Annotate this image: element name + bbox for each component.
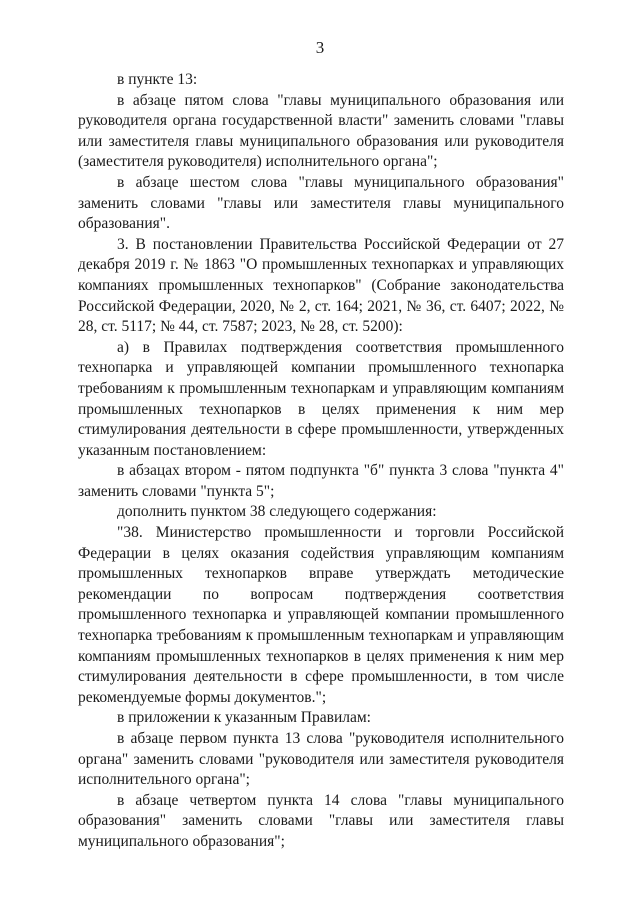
paragraph: в абзацах втором - пятом подпункта "б" пункта 3 слова "пункта 4" заменить словами "пункта 5"; xyxy=(78,462,564,500)
paragraph: в абзаце шестом слова "главы муниципального образования" заменить словами "главы или заместителя главы муниципального образования". xyxy=(78,173,564,233)
paragraph: а) в Правилах подтверждения соответствия промышленного технопарка и управляющей компании промышленного технопарка требованиям к промышленным технопаркам и управляющим компаниям промышленных технопарков в целях применения к ним мер стимулирования деятельности в сфере промышленности, утвержденных указанным постановлением: xyxy=(78,338,564,459)
paragraph: дополнить пунктом 38 следующего содержания: xyxy=(117,503,437,521)
paragraph: в абзаце пятом слова "главы муниципального образования или руководителя органа государственной власти" заменить словами "главы или заместителя главы муниципального образования или руководителя (заместителя руководителя) исполнительного органа"; xyxy=(78,91,564,171)
page-number: 3 xyxy=(315,38,325,57)
paragraph: 3. В постановлении Правительства Российской Федерации от 27 декабря 2019 г. № 1863 "О промышленных технопарках и управляющих компаниях промышленных технопарков" (Собрание законодательства Российской Федерации, 2020, № 2, ст. 164; 2021, № 36, ст. 6407; 2022, № 28, ст. 5117; № 44, ст. 7587; 2023, № 28, ст. 5200): xyxy=(78,235,564,336)
document-body xyxy=(78,70,564,853)
paragraph: в абзаце первом пункта 13 слова "руководителя исполнительного органа" заменить словами "руководителя или заместителя руководителя исполнительного органа"; xyxy=(78,730,564,789)
paragraph: "38. Министерство промышленности и торговли Российской Федерации в целях оказания содействия управляющим компаниям промышленных технопарков вправе утверждать методические рекомендации по вопросам подтверждения соответствия промышленного технопарка и управляющей компании промышленного технопарка требованиям к промышленным технопаркам и управляющим компаниям промышленных технопарков в целях применения к ним мер стимулирования деятельности в сфере промышленности, в том числе рекомендуемые формы документов."; xyxy=(78,524,564,706)
paragraph: в приложении к указанным Правилам: xyxy=(117,709,371,727)
paragraph: в пункте 13: xyxy=(117,71,198,88)
paragraph: в абзаце четвертом пункта 14 слова "главы муниципального образования" заменить словами "главы или заместителя главы муниципального образования"; xyxy=(78,791,564,850)
